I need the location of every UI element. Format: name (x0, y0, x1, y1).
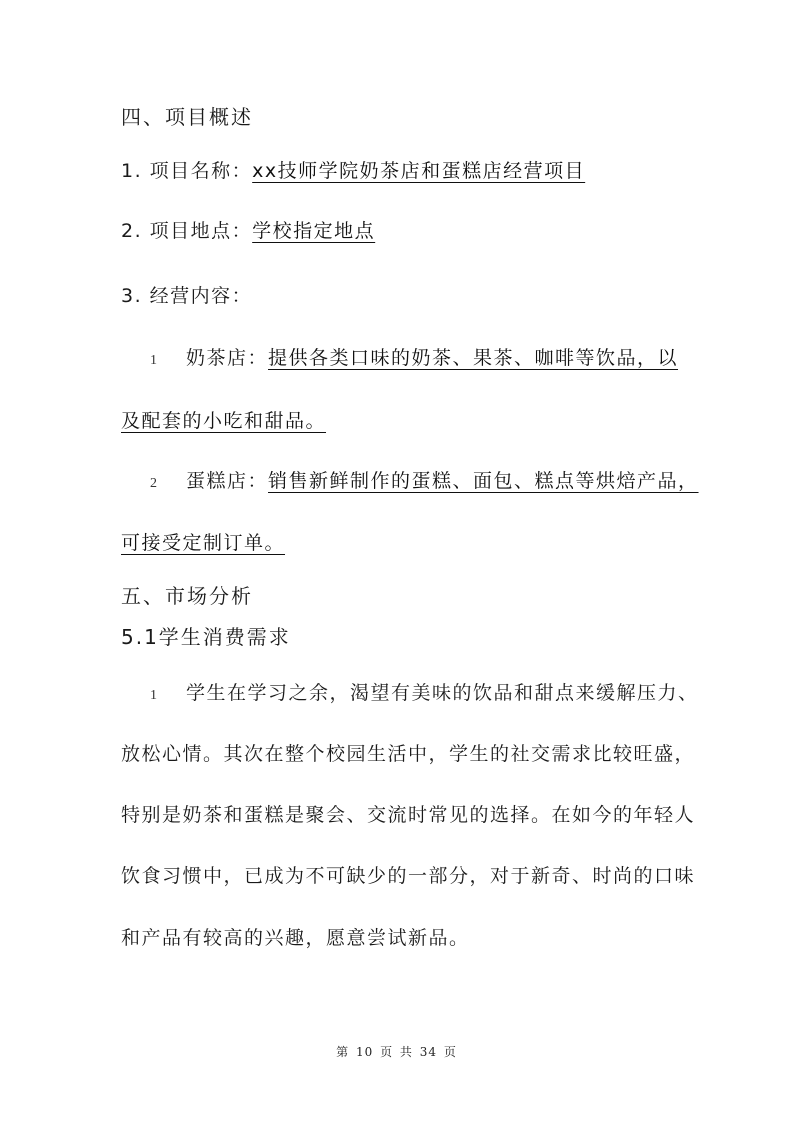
student-demand-para-line4: 饮食习惯中，已成为不可缺少的一部分，对于新奇、时尚的口味 (121, 865, 696, 887)
business-content-item (121, 283, 252, 309)
footer-total-pages: 34 (419, 1045, 438, 1059)
cake-shop-item (150, 468, 699, 497)
milk-tea-shop-label: 奶茶店： (186, 347, 269, 369)
cake-shop-label: 蛋糕店： (186, 470, 269, 492)
project-location-label: 2. 项目地点： (121, 220, 253, 242)
section-5-heading: 五、市场分析 (121, 584, 253, 608)
cake-shop-desc-line1: 销售新鲜制作的蛋糕、面包、糕点等烘焙产品， (268, 470, 699, 492)
project-name-label: 1. 项目名称： (121, 160, 253, 182)
milk-tea-shop-desc-line1: 提供各类口味的奶茶、果茶、咖啡等饮品，以 (268, 347, 679, 369)
project-name-value: xx技师学院奶茶店和蛋糕店经营项目 (252, 160, 586, 182)
project-name-item (121, 158, 585, 184)
footer-mid2: 共 (399, 1045, 413, 1059)
student-demand-text-line1: 学生在学习之余，渴望有美味的饮品和甜点来缓解压力、 (186, 682, 699, 704)
project-location-item (121, 218, 375, 244)
footer-current-page: 10 (355, 1045, 374, 1059)
section-5-1-subheading: 5.1学生消费需求 (121, 625, 291, 649)
student-demand-para-line2: 放松心情。其次在整个校园生活中，学生的社交需求比较旺盛， (121, 743, 696, 765)
cake-shop-continuation (121, 530, 285, 556)
milk-tea-shop-item (150, 345, 678, 374)
student-demand-number: 1 (150, 688, 157, 703)
milk-tea-shop-number: 1 (150, 353, 157, 368)
footer-suffix: 页 (443, 1045, 457, 1059)
milk-tea-shop-continuation (121, 408, 326, 434)
section-4-heading: 四、项目概述 (121, 105, 253, 129)
footer-mid1: 页 (380, 1045, 394, 1059)
student-demand-para-line5: 和产品有较高的兴趣，愿意尝试新品。 (121, 927, 470, 949)
cake-shop-desc-line2: 可接受定制订单。 (121, 532, 286, 554)
student-demand-para-line1 (150, 680, 699, 709)
cake-shop-number: 2 (150, 476, 157, 491)
milk-tea-shop-desc-line2: 及配套的小吃和甜品。 (121, 410, 327, 432)
page-footer (0, 1043, 793, 1060)
student-demand-para-line3: 特别是奶茶和蛋糕是聚会、交流时常见的选择。在如今的年轻人 (121, 804, 696, 826)
footer-prefix: 第 (336, 1045, 350, 1059)
project-location-value: 学校指定地点 (252, 220, 376, 242)
business-content-label: 3. 经营内容： (121, 285, 253, 307)
